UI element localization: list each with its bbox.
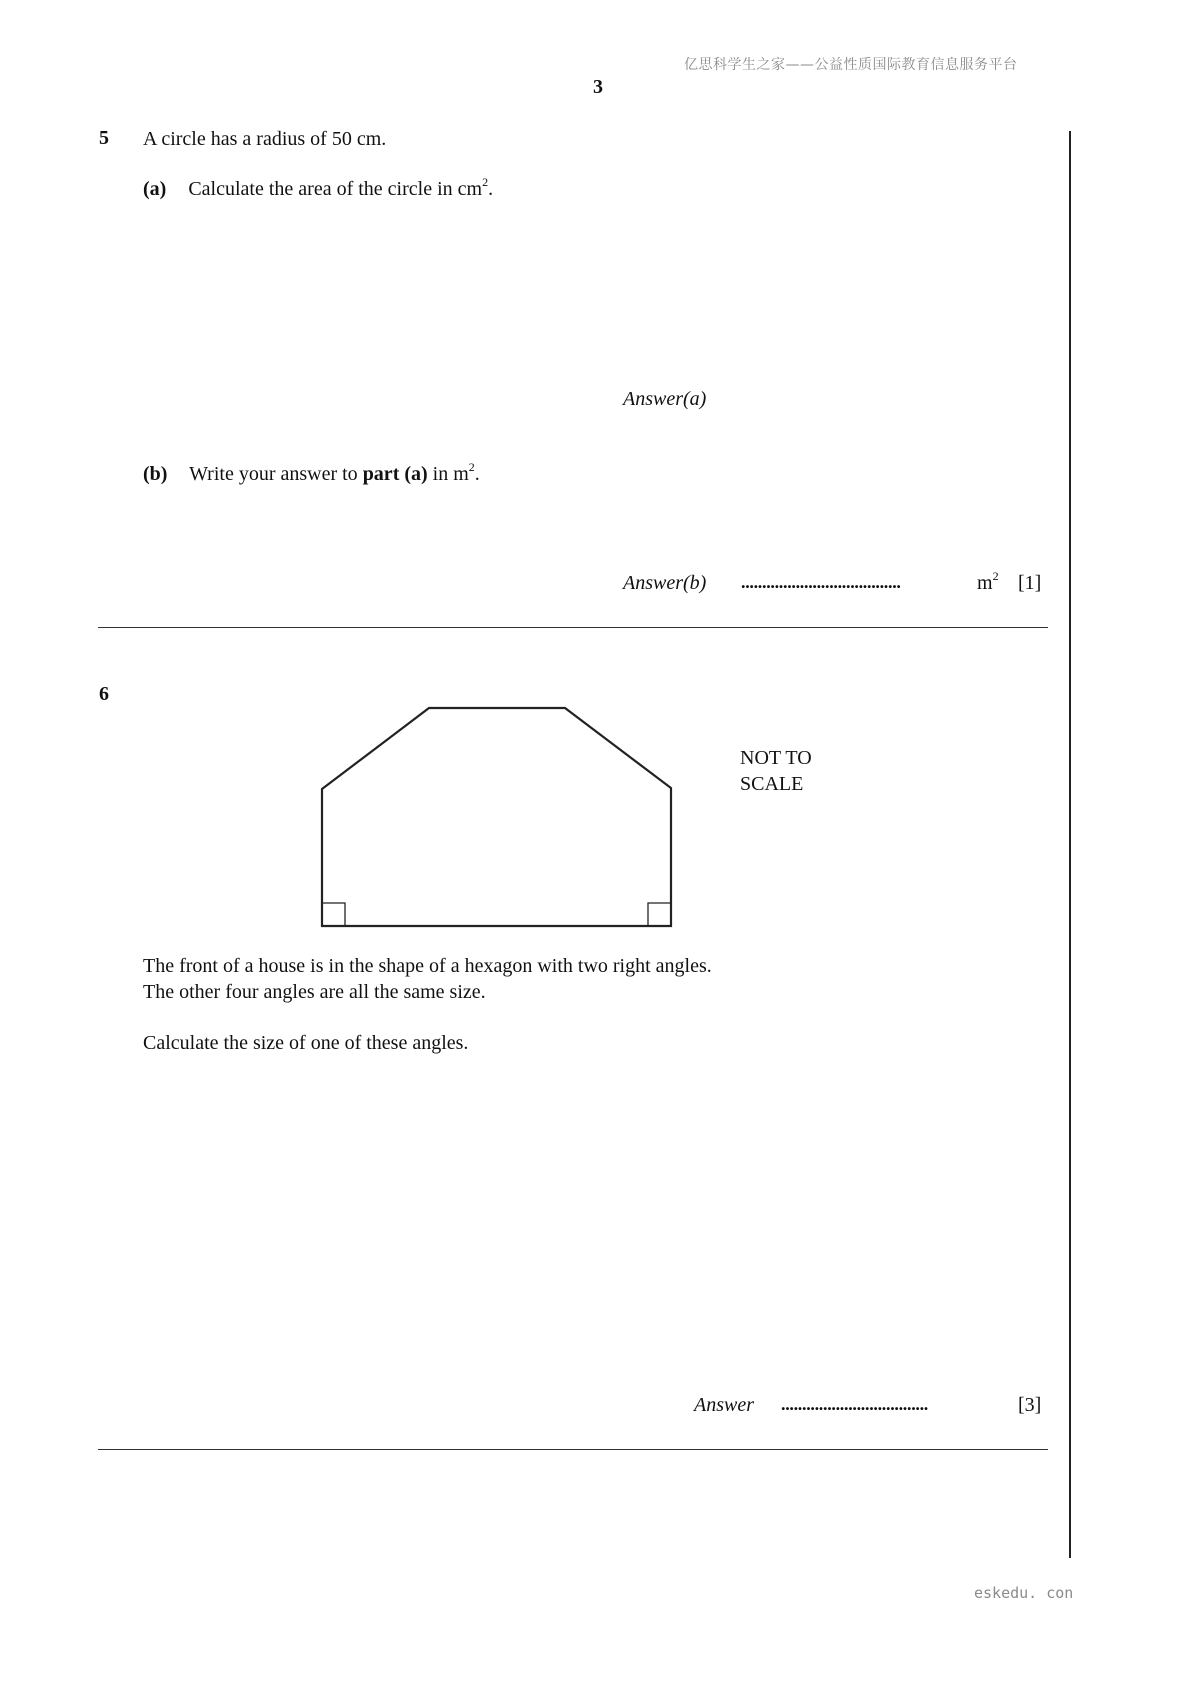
part-a-superscript: 2 [482,175,489,189]
part-a-text: Calculate the area of the circle in cm [188,178,483,200]
divider-q6 [98,1449,1048,1450]
part-b-text-bold: part (a) [362,463,428,485]
answer-6-label: Answer [694,1394,754,1416]
question-5-stem: A circle has a radius of 50 cm. [143,128,387,150]
unit-superscript: 2 [992,569,999,583]
divider-q5 [98,627,1048,628]
not-to-scale-note [740,745,812,797]
part-b-end: . [474,463,480,485]
unit-m: m [977,572,993,594]
question-5a [143,176,493,202]
part-b-label: (b) [143,463,168,485]
answer-a-label: Answer(a) [623,388,707,410]
page-number: 3 [593,76,603,98]
question-5-number: 5 [99,127,109,149]
answer-6-field[interactable]: ................................... [781,1394,929,1414]
question-6-marks: [3] [1018,1394,1042,1416]
question-6-number: 6 [99,683,109,705]
right-angle-marker-left [322,903,345,926]
part-b-superscript: 2 [468,460,475,474]
not-to-scale-line2: SCALE [740,773,804,795]
question-6-text [143,953,712,1005]
watermark-header: 亿思科学生之家——公益性质国际教育信息服务平台 [684,57,1018,73]
question-5b [143,461,480,487]
question-6-instruction: Calculate the size of one of these angles. [143,1032,469,1054]
right-margin-line [1069,131,1071,1558]
right-angle-marker-right [648,903,671,926]
part-b-text-before: Write your answer to [189,463,363,485]
not-to-scale-line1: NOT TO [740,747,812,769]
answer-b-field[interactable]: ...................................... [741,572,901,592]
hexagon-shape [322,708,671,926]
footer-site: eskedu. con [974,1584,1074,1602]
part-b-text-after: in m [427,463,469,485]
question-5-marks: [1] [1018,572,1042,594]
answer-b-unit [977,570,999,596]
part-a-end: . [488,178,494,200]
answer-b-label: Answer(b) [623,572,707,594]
part-a-label: (a) [143,178,167,200]
question-6-line1: The front of a house is in the shape of a hexagon with two right angles. [143,955,712,977]
question-6-line2: The other four angles are all the same size. [143,981,486,1003]
hexagon-diagram [310,700,690,940]
